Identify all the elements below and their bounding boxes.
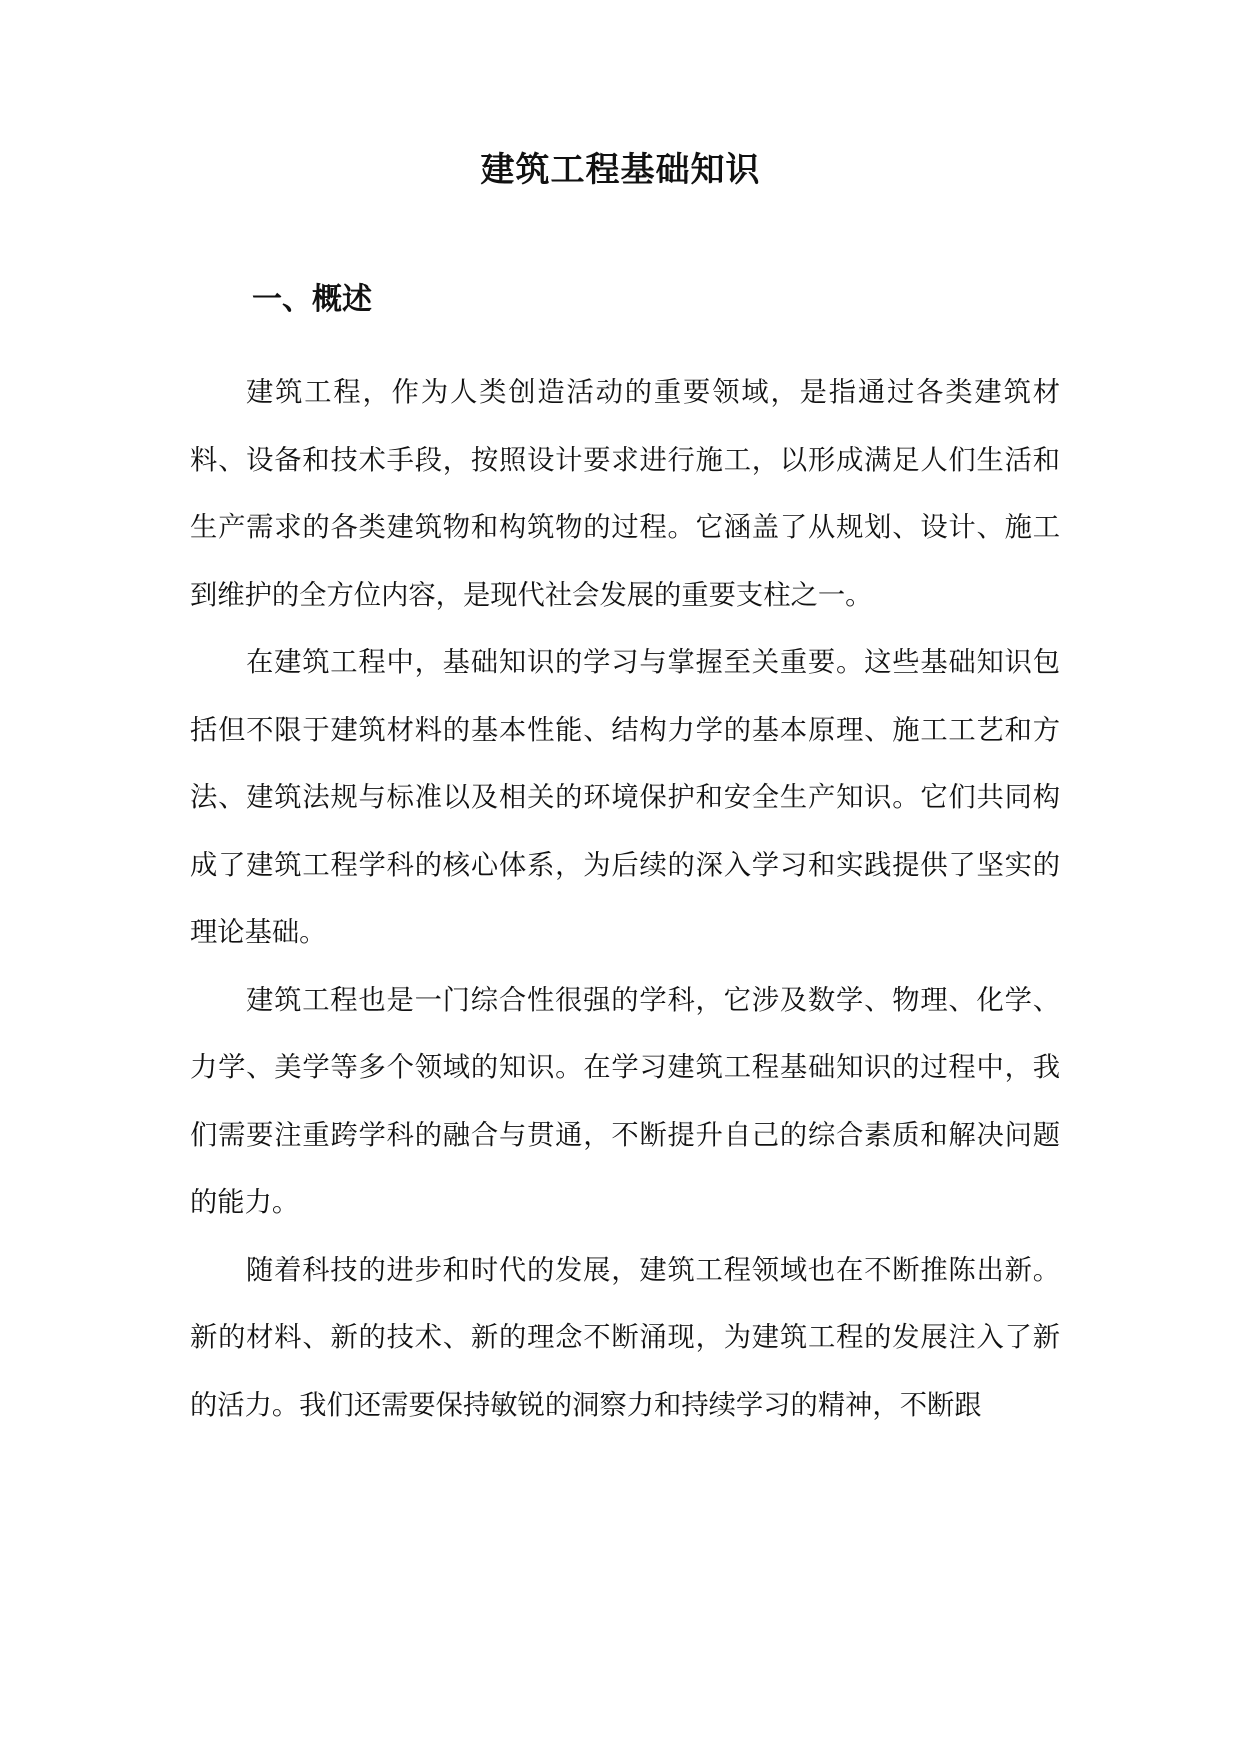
body-paragraph: 随着科技的进步和时代的发展，建筑工程领域也在不断推陈出新。新的材料、新的技术、新的理念不断涌现，为建筑工程的发展注入了新的活力。我们还需要保持敏锐的洞察力和持续学习的精神，不断跟 (190, 1254, 1060, 1421)
document-title: 建筑工程基础知识 (480, 150, 761, 190)
body-paragraph: 建筑工程也是一门综合性很强的学科，它涉及数学、物理、化学、力学、美学等多个领域的知识。在学习建筑工程基础知识的过程中，我们需要注重跨学科的融合与贯通，不断提升自己的综合素质和解决问题的能力。 (190, 984, 1060, 1218)
body-paragraph: 建筑工程，作为人类创造活动的重要领域，是指通过各类建筑材料、设备和技术手段，按照设计要求进行施工，以形成满足人们生活和生产需求的各类建筑物和构筑物的过程。它涵盖了从规划、设计、施工到维护的全方位内容，是现代社会发展的重要支柱之一。 (190, 377, 1060, 611)
body-paragraph: 在建筑工程中，基础知识的学习与掌握至关重要。这些基础知识包括但不限于建筑材料的基本性能、结构力学的基本原理、施工工艺和方法、建筑法规与标准以及相关的环境保护和安全生产知识。它们共同构成了建筑工程学科的核心体系，为后续的深入学习和实践提供了坚实的理论基础。 (190, 647, 1060, 948)
document-body (190, 359, 1060, 1439)
section-heading: 一、概述 (252, 282, 372, 317)
